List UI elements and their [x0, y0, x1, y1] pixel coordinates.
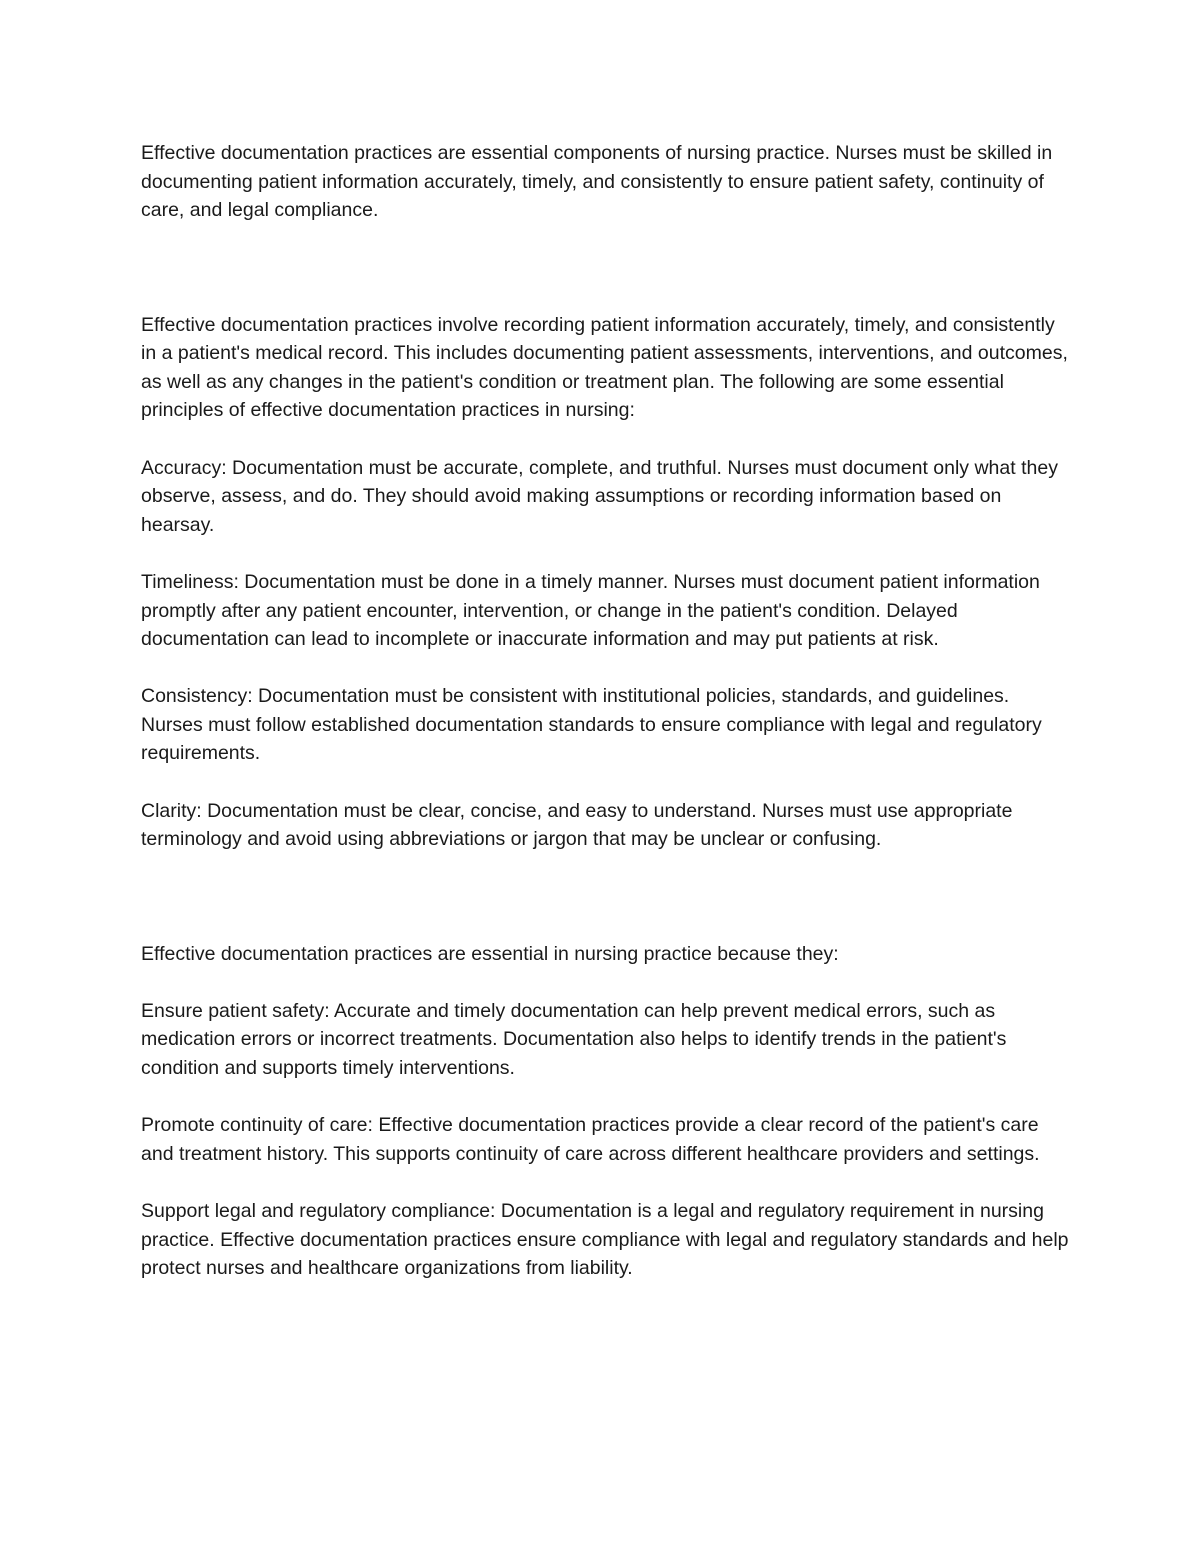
paragraph-spacer	[141, 768, 1071, 797]
paragraph-accuracy: Accuracy: Documentation must be accurate, complete, and truthful. Nurses must document only what they observe, assess, and do. They should avoid making assumptions or recording information based on hearsay.	[141, 456, 1058, 536]
paragraph-consistency: Consistency: Documentation must be consistent with institutional policies, standards, and guidelines. Nurses must follow established documentation standards to ensure compliance with legal and regulatory requirements.	[141, 685, 1042, 765]
paragraph-spacer	[141, 225, 1071, 311]
paragraph-continuity-of-care: Promote continuity of care: Effective documentation practices provide a clear record of the patient's care and treatment history. This supports continuity of care across different healthcare providers and settings.	[141, 1114, 1040, 1165]
paragraph-spacer	[141, 1168, 1071, 1197]
paragraph-clarity: Clarity: Documentation must be clear, concise, and easy to understand. Nurses must use appropriate terminology and avoid using abbreviations or jargon that may be unclear or confusing.	[141, 799, 1013, 851]
document-body	[141, 139, 1071, 1283]
paragraph-spacer	[141, 539, 1071, 568]
paragraph-patient-safety: Ensure patient safety: Accurate and timely documentation can help prevent medical errors, such as medication errors or incorrect treatments. Documentation also helps to identify trends in the patient's condition and supports timely interventions.	[141, 999, 1007, 1080]
paragraph-spacer	[141, 425, 1071, 454]
paragraph-spacer	[141, 854, 1071, 940]
paragraph-intro: Effective documentation practices are essential components of nursing practice. Nurses must be skilled in documenting patient information accurately, timely, and consistently to ensure patient safety, continuity of care, and legal compliance.	[141, 142, 1053, 222]
paragraph-spacer	[141, 654, 1071, 683]
paragraph-timeliness: Timeliness: Documentation must be done in a timely manner. Nurses must document patient information promptly after any patient encounter, intervention, or change in the patient's condition. Delayed documentation can lead to incomplete or inaccurate information and may put patients at risk.	[141, 570, 1040, 651]
paragraph-spacer	[141, 1083, 1071, 1112]
paragraph-overview: Effective documentation practices involve recording patient information accurately, timely, and consistently in a patient's medical record. This includes documenting patient assessments, interventions, and outcomes, as well as any changes in the patient's condition or treatment plan. The following are some essential principles of effective documentation practices in nursing:	[141, 313, 1068, 422]
paragraph-importance-intro: Effective documentation practices are essential in nursing practice because they:	[141, 942, 839, 965]
paragraph-legal-compliance: Support legal and regulatory compliance: Documentation is a legal and regulatory requirement in nursing practice. Effective documentation practices ensure compliance with legal and regulatory standards and help protect nurses and healthcare organizations from liability.	[141, 1200, 1069, 1280]
paragraph-spacer	[141, 968, 1071, 997]
